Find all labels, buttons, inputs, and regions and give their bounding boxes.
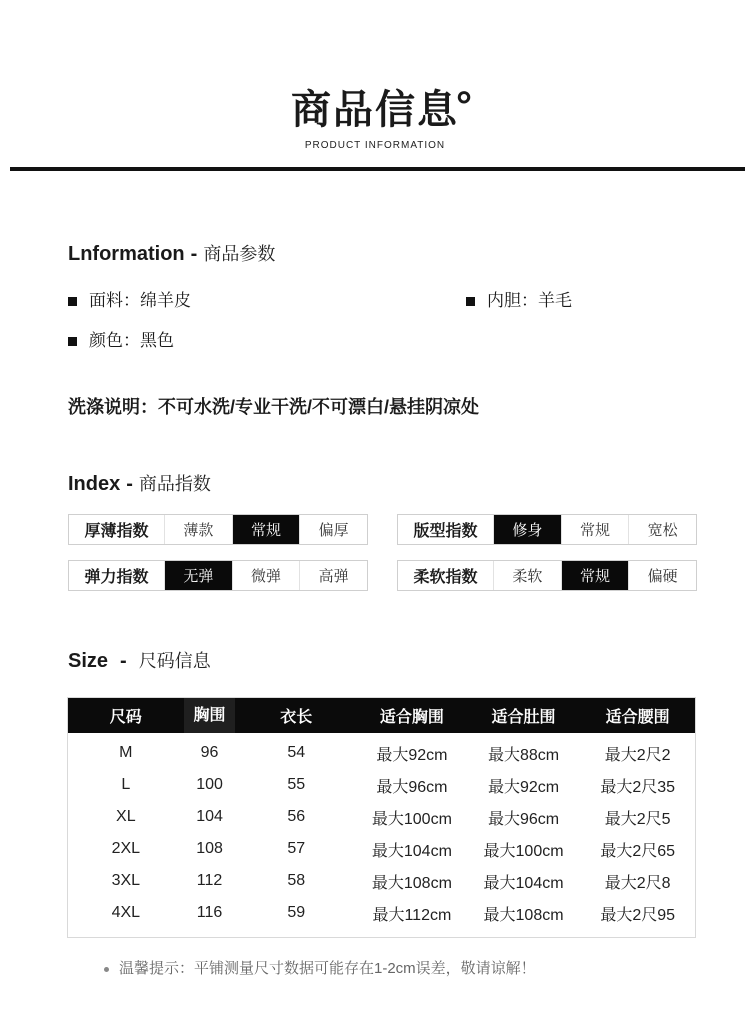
table-row (68, 865, 695, 897)
info-item-value: 黑色 (140, 331, 174, 350)
index-option-selected: 修身 (494, 515, 562, 544)
size-table-header (68, 698, 695, 733)
wash-label: 洗涤说明： (68, 397, 158, 417)
info-item-value: 绵羊皮 (140, 291, 191, 310)
wash-value: 不可水洗/专业干洗/不可漂白/悬挂阴凉处 (158, 397, 480, 417)
table-row (68, 737, 695, 769)
index-option: 偏厚 (318, 522, 349, 539)
wash-instructions (68, 395, 479, 419)
table-cell: 112 (196, 872, 223, 889)
column-header: 适合肚围 (491, 709, 556, 726)
table-cell: 3XL (111, 872, 141, 889)
index-option: 微弹 (233, 561, 301, 590)
index-fit (397, 514, 697, 545)
index-option: 薄款 (165, 515, 233, 544)
index-heading-en: Index (68, 473, 121, 495)
table-cell: 116 (196, 904, 223, 921)
index-label: 弹力指数 (69, 561, 165, 590)
page-title (0, 86, 750, 134)
info-item-value: 羊毛 (538, 291, 572, 310)
table-cell: 最大92cm (487, 778, 560, 796)
header-divider (10, 167, 745, 171)
page-header (0, 0, 750, 175)
table-cell: 最大100cm (371, 810, 452, 828)
table-cell: 57 (287, 840, 306, 857)
table-cell: 最大104cm (371, 842, 452, 860)
index-elasticity (68, 560, 368, 591)
table-cell: 最大108cm (483, 906, 564, 924)
bullet-dot-icon (104, 967, 109, 972)
index-heading (68, 471, 211, 497)
info-item-color (68, 329, 174, 353)
table-row (68, 801, 695, 833)
table-cell: 55 (287, 776, 306, 793)
table-cell: 58 (287, 872, 306, 889)
table-cell: M (119, 744, 133, 761)
index-option: 柔软 (494, 561, 562, 590)
tip-text: 温馨提示：平铺测量尺寸数据可能存在1-2cm误差，敬请谅解！ (119, 960, 536, 977)
index-softness (397, 560, 697, 591)
table-cell: 4XL (111, 904, 141, 921)
table-cell: L (121, 776, 131, 793)
size-heading-en: Size (68, 650, 109, 672)
column-header: 胸围 (184, 698, 236, 733)
table-cell: 最大92cm (376, 746, 448, 764)
index-option: 常规 (562, 515, 630, 544)
index-label: 版型指数 (398, 515, 494, 544)
table-cell: 最大2尺95 (600, 906, 676, 924)
bullet-square-icon (68, 337, 77, 346)
info-item-lining (466, 289, 572, 313)
bullet-square-icon (466, 297, 475, 306)
table-cell: 最大88cm (487, 746, 560, 764)
table-row (68, 833, 695, 865)
column-header: 尺码 (109, 709, 142, 726)
information-heading (68, 241, 275, 267)
page-title-text: 商品信息 (291, 88, 459, 132)
table-cell: 104 (196, 808, 223, 825)
index-option-selected: 常规 (562, 561, 630, 590)
index-option-selected: 无弹 (165, 561, 233, 590)
table-cell: 54 (287, 744, 306, 761)
size-heading (68, 648, 211, 674)
table-cell: 56 (287, 808, 306, 825)
table-cell: 最大2尺8 (604, 874, 671, 892)
table-cell: 108 (196, 840, 223, 857)
index-option-selected: 常规 (233, 515, 301, 544)
heading-dash: - (190, 243, 198, 265)
index-option: 高弹 (318, 568, 349, 585)
info-item-fabric (68, 289, 191, 313)
table-cell: 96 (200, 744, 219, 761)
table-cell: 最大2尺2 (604, 746, 671, 764)
index-label: 柔软指数 (398, 561, 494, 590)
table-cell: XL (116, 808, 136, 825)
table-cell: 最大2尺65 (600, 842, 676, 860)
table-cell: 最大108cm (371, 874, 452, 892)
bullet-square-icon (68, 297, 77, 306)
table-cell: 最大112cm (372, 906, 452, 924)
index-option: 偏硬 (647, 568, 678, 585)
info-item-label: 颜色： (89, 331, 140, 350)
table-cell: 最大96cm (376, 778, 448, 796)
index-heading-cn: 商品指数 (138, 474, 211, 494)
table-cell: 最大2尺5 (604, 810, 671, 828)
information-heading-en: Lnformation (68, 243, 185, 265)
column-header: 衣长 (280, 709, 313, 726)
index-label: 厚薄指数 (69, 515, 165, 544)
index-thickness (68, 514, 368, 545)
table-cell: 最大100cm (483, 842, 564, 860)
info-item-label: 内胆： (487, 291, 538, 310)
page-subtitle: PRODUCT INFORMATION (304, 140, 446, 151)
info-item-label: 面料： (89, 291, 140, 310)
column-header: 适合胸围 (379, 709, 444, 726)
size-heading-cn: 尺码信息 (138, 651, 211, 671)
heading-dash: - (120, 650, 127, 672)
index-option: 宽松 (647, 522, 678, 539)
size-table (67, 697, 696, 938)
size-table-body (68, 733, 695, 929)
column-header: 适合腰围 (605, 709, 670, 726)
heading-dash: - (126, 473, 133, 495)
table-cell: 59 (287, 904, 306, 921)
table-cell: 2XL (111, 840, 141, 857)
table-cell: 最大104cm (483, 874, 564, 892)
table-cell: 100 (196, 776, 223, 793)
table-cell: 最大2尺35 (600, 778, 676, 796)
degree-mark: ° (456, 84, 474, 128)
table-cell: 最大96cm (487, 810, 560, 828)
table-row (68, 897, 695, 929)
table-row (68, 769, 695, 801)
information-heading-cn: 商品参数 (203, 244, 276, 264)
measurement-tip (104, 958, 536, 980)
